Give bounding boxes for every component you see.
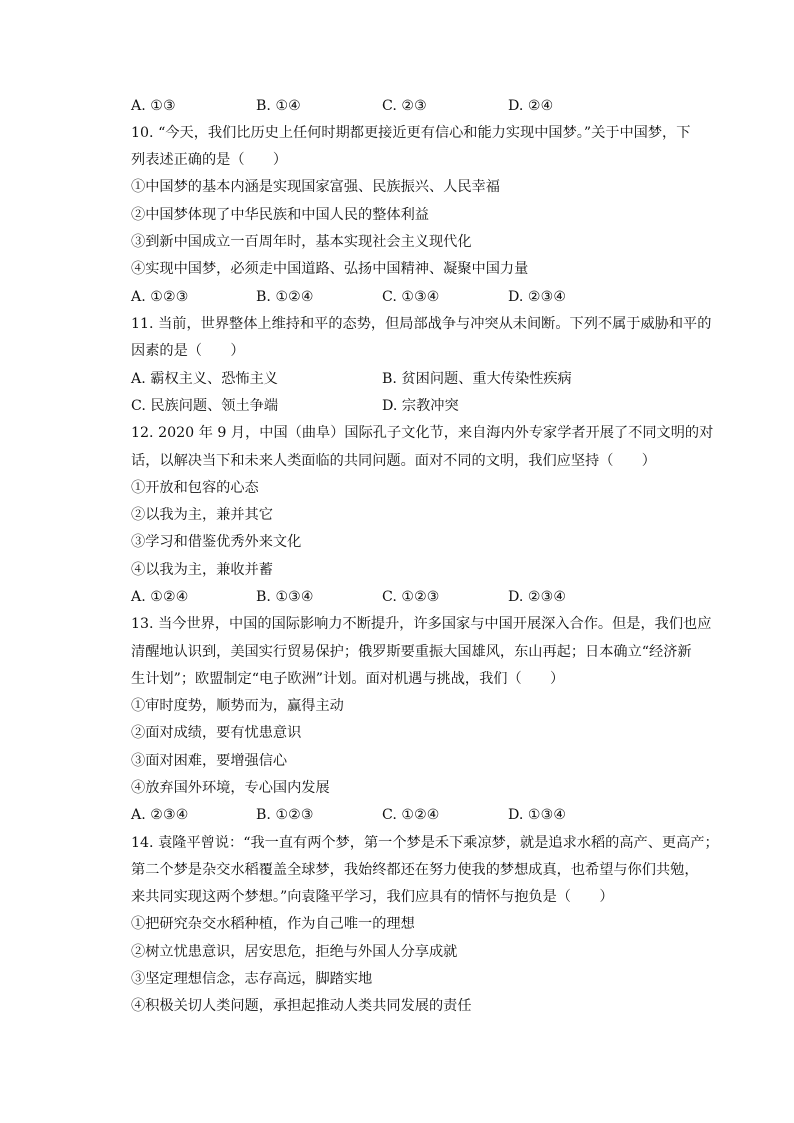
q12-option-c: C. ①②③ [382,589,440,605]
q9-option-c: C. ②③ [382,98,427,114]
q13-item-4: ④放弃国外环境，专心国内发展 [131,780,330,796]
q14-item-4: ④积极关切人类问题，承担起推动人类共同发展的责任 [131,998,472,1014]
q13-option-b: B. ①②③ [256,807,314,823]
q13-item-1: ①审时度势，顺势而为，赢得主动 [131,698,344,714]
q13-stem-line-2: 清醒地认识到，美国实行贸易保护；俄罗斯要重振大国雄风，东山再起；日本确立“经济新 [131,644,692,660]
q12-stem-line-2: 话，以解决当下和未来人类面临的共同问题。面对不同的文明，我们应坚持（ ） [131,453,656,469]
q11-option-c: C. 民族问题、领土争端 [131,398,279,414]
q12-option-b: B. ①③④ [256,589,314,605]
q10-stem-line-1: 10. “今天，我们比历史上任何时期都更接近更有信心和能力实现中国梦。”关于中国梦，下 [131,125,691,141]
q10-item-2: ②中国梦体现了中华民族和中国人民的整体利益 [131,207,429,223]
q9-option-b: B. ①④ [256,98,301,114]
q14-item-2: ②树立忧患意识，居安思危，拒绝与外国人分享成就 [131,944,458,960]
q13-item-3: ③面对困难，要增强信心 [131,753,288,769]
q14-item-1: ①把研究杂交水稻种植，作为自己唯一的理想 [131,916,415,932]
q10-option-a: A. ①②③ [131,289,189,305]
q10-item-4: ④实现中国梦，必须走中国道路、弘扬中国精神、凝聚中国力量 [131,261,529,277]
q14-item-3: ③坚定理想信念，志存高远，脚踏实地 [131,971,373,987]
q12-stem-line-1: 12. 2020 年 9 月，中国（曲阜）国际孔子文化节，来自海内外专家学者开展了不同文明的对 [131,425,714,441]
q10-stem-line-2: 列表述正确的是（ ） [131,152,288,168]
q11-stem-line-2: 因素的是（ ） [131,343,245,359]
q10-item-1: ①中国梦的基本内涵是实现国家富强、民族振兴、人民幸福 [131,179,500,195]
q11-option-d: D. 宗教冲突 [382,398,459,414]
q12-item-4: ④以我为主，兼收并蓄 [131,562,273,578]
q11-option-a: A. 霸权主义、恐怖主义 [131,371,278,387]
q12-option-a: A. ①②④ [131,589,189,605]
q9-option-a: A. ①③ [131,98,176,114]
q10-option-d: D. ②③④ [508,289,567,305]
q12-item-2: ②以我为主，兼并其它 [131,507,273,523]
q14-stem-line-2: 第二个梦是杂交水稻覆盖全球梦，我始终都还在努力使我的梦想成真，也希望与你们共勉， [131,862,699,878]
q9-option-d: D. ②④ [508,98,554,114]
q13-option-c: C. ①②④ [382,807,440,823]
q13-option-d: D. ①③④ [508,807,567,823]
q14-stem-line-1: 14. 袁隆平曾说：“我一直有两个梦，第一个梦是禾下乘凉梦，就是追求水稻的高产、更高产； [131,835,719,851]
q13-option-a: A. ②③④ [131,807,189,823]
q14-stem-line-3: 来共同实现这两个梦想。”向袁隆平学习，我们应具有的情怀与抱负是（ ） [131,889,614,905]
q10-option-b: B. ①②④ [256,289,314,305]
q11-option-b: B. 贫困问题、重大传染性疾病 [382,371,572,387]
q12-item-1: ①开放和包容的心态 [131,480,259,496]
q12-option-d: D. ②③④ [508,589,567,605]
q13-stem-line-3: 生计划”；欧盟制定“电子欧洲”计划。面对机遇与挑战，我们（ ） [131,671,565,687]
q10-option-c: C. ①③④ [382,289,440,305]
q10-item-3: ③到新中国成立一百周年时，基本实现社会主义现代化 [131,234,472,250]
q13-stem-line-1: 13. 当今世界，中国的国际影响力不断提升，许多国家与中国开展深入合作。但是，我们也应 [131,616,712,632]
q11-stem-line-1: 11. 当前，世界整体上维持和平的态势，但局部战争与冲突从未间断。下列不属于威胁和平的 [131,316,712,332]
q13-item-2: ②面对成绩，要有忧患意识 [131,725,302,741]
q12-item-3: ③学习和借鉴优秀外来文化 [131,534,302,550]
